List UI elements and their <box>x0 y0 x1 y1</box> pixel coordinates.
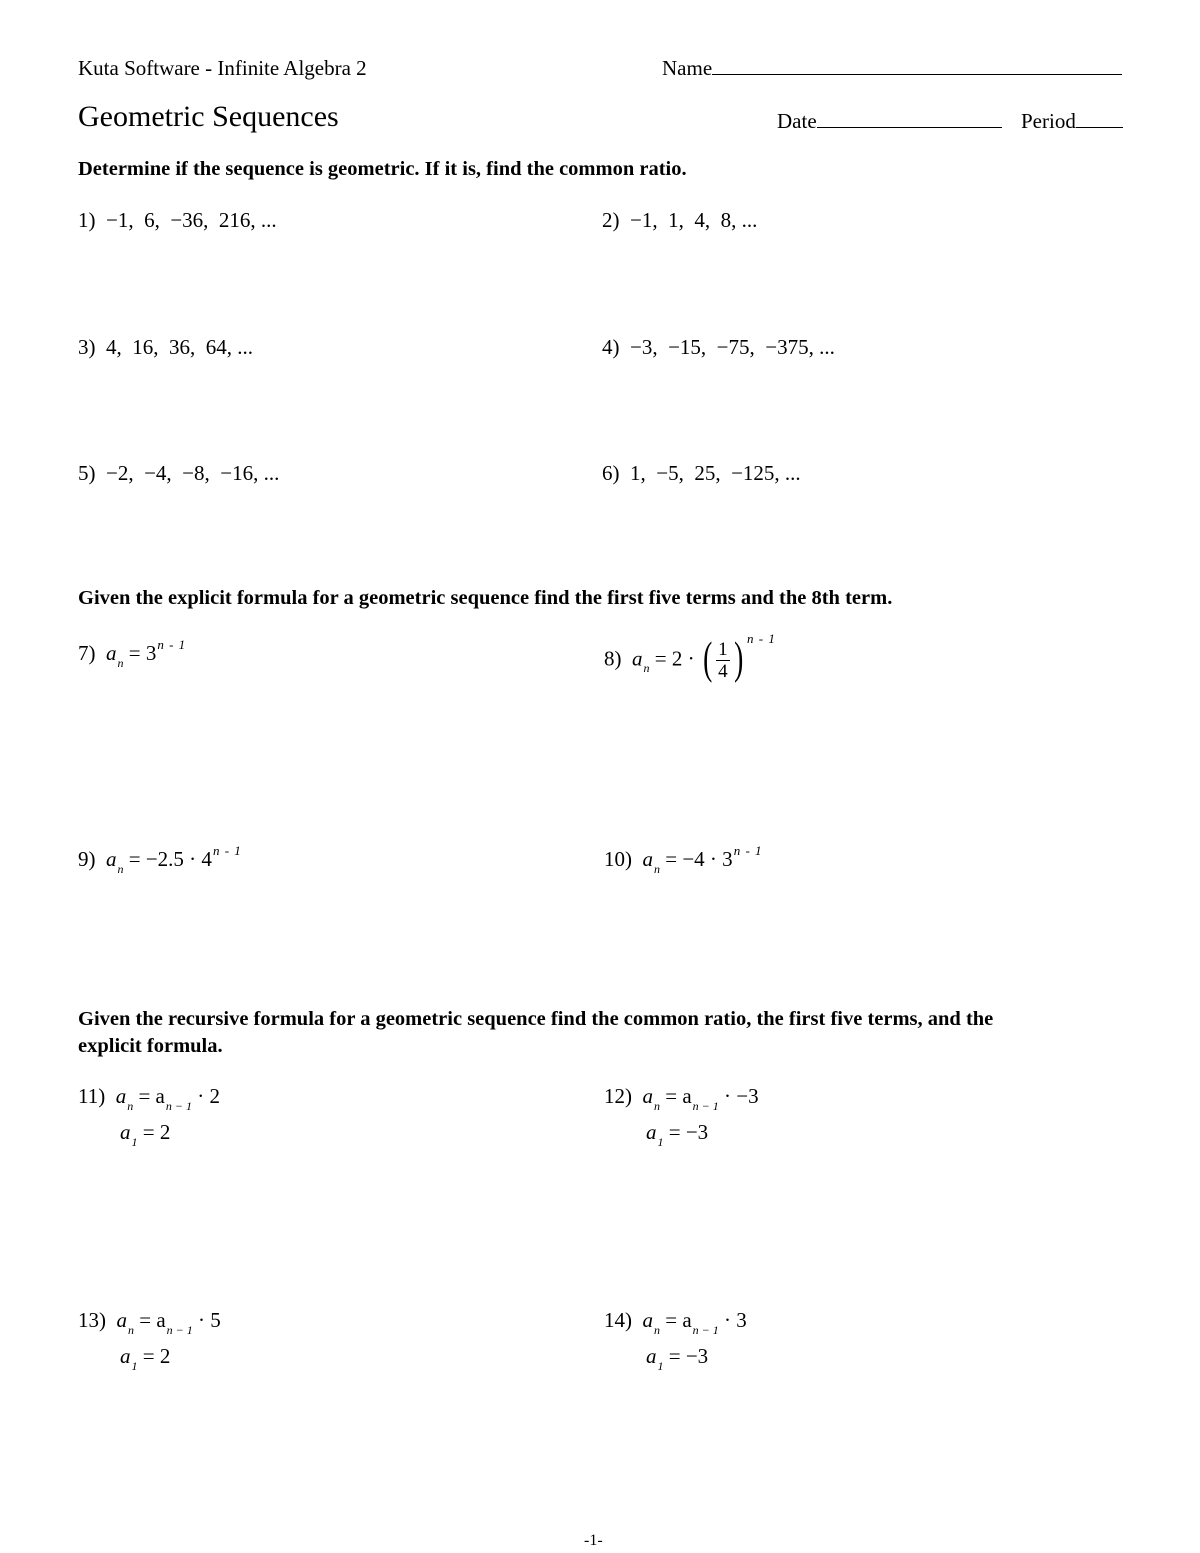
problem-14 <box>604 1308 747 1337</box>
problem-2 <box>602 208 757 233</box>
page-title: Geometric Sequences <box>78 100 339 133</box>
problem-7 <box>78 637 187 670</box>
problem-6 <box>602 461 801 486</box>
section-3-instruction-line-1: Given the recursive formula for a geometric sequence find the common ratio, the first five terms, and the <box>78 1008 994 1030</box>
formula-rhs: · 5 <box>198 1308 221 1332</box>
sequence: 4, 16, 36, 64, ... <box>106 335 253 359</box>
initial-var: a <box>646 1120 657 1144</box>
formula-eq: = a <box>665 1308 692 1332</box>
sequence: −1, 1, 4, 8, ... <box>630 208 758 232</box>
formula-sub: n <box>128 1323 134 1337</box>
fraction <box>716 640 730 681</box>
problem-number: 10) <box>604 847 632 871</box>
formula-var: a <box>632 646 643 671</box>
problem-number: 3) <box>78 335 96 359</box>
formula-var: a <box>115 1084 127 1108</box>
formula-sub-prev: n − 1 <box>166 1323 193 1337</box>
formula-sub: n <box>127 1099 134 1113</box>
fraction-numerator: 1 <box>718 639 728 660</box>
name-field[interactable] <box>662 56 1122 81</box>
initial-sub: 1 <box>131 1359 138 1373</box>
formula-sub-prev: n − 1 <box>692 1323 719 1337</box>
problem-14-initial <box>646 1344 709 1373</box>
problem-1 <box>78 208 277 233</box>
problem-number: 2) <box>602 208 620 232</box>
section-3-instruction-line-2: explicit formula. <box>78 1035 223 1057</box>
formula-exp: n - 1 <box>747 631 776 647</box>
problem-number: 13) <box>78 1308 106 1332</box>
initial-sub: 1 <box>657 1359 664 1373</box>
problem-number: 1) <box>78 208 96 232</box>
formula-rhs: · 3 <box>724 1308 747 1332</box>
date-label: Date <box>777 109 817 133</box>
right-paren: ) <box>733 632 743 683</box>
problem-number: 8) <box>604 646 622 671</box>
sequence: 1, −5, 25, −125, ... <box>630 461 801 485</box>
initial-rhs: = 2 <box>142 1120 171 1144</box>
problem-number: 4) <box>602 335 620 359</box>
initial-var: a <box>646 1344 657 1368</box>
problem-number: 6) <box>602 461 620 485</box>
problem-11-initial <box>120 1120 171 1149</box>
formula-sub: n <box>117 656 124 670</box>
sequence: −1, 6, −36, 216, ... <box>106 208 277 232</box>
formula-rhs: = 2 · <box>654 646 695 671</box>
formula-rhs: = 3 <box>128 641 157 665</box>
period-line[interactable] <box>1076 109 1123 128</box>
formula-sub: n <box>643 661 650 676</box>
formula-sub: n <box>654 1323 660 1337</box>
period-label: Period <box>1021 109 1076 133</box>
initial-sub: 1 <box>131 1135 138 1149</box>
period-field[interactable] <box>1021 109 1123 134</box>
page-number: -1- <box>584 1532 603 1549</box>
formula-var: a <box>642 847 653 871</box>
formula-rhs: · −3 <box>724 1084 759 1108</box>
date-field[interactable] <box>777 109 1002 134</box>
initial-var: a <box>120 1120 131 1144</box>
formula-var: a <box>642 1084 653 1108</box>
formula-sub: n <box>117 862 124 876</box>
problem-number: 14) <box>604 1308 632 1332</box>
formula-var: a <box>106 847 117 871</box>
problem-number: 12) <box>604 1084 632 1108</box>
initial-var: a <box>120 1344 131 1368</box>
formula-eq: = a <box>139 1308 166 1332</box>
problem-number: 11) <box>78 1084 106 1108</box>
sequence: −3, −15, −75, −375, ... <box>630 335 835 359</box>
formula-exp: n - 1 <box>157 637 187 652</box>
problem-10 <box>604 843 763 876</box>
formula-sub: n <box>654 1099 660 1113</box>
problem-number: 5) <box>78 461 96 485</box>
problem-9 <box>78 843 242 876</box>
name-label: Name <box>662 56 713 80</box>
problem-5 <box>78 461 279 486</box>
formula-exp: n - 1 <box>733 843 763 858</box>
initial-rhs: = 2 <box>142 1344 171 1368</box>
problem-11 <box>78 1084 220 1113</box>
problem-12 <box>604 1084 759 1113</box>
formula-exp: n - 1 <box>212 843 242 858</box>
formula-rhs: = −4 · 3 <box>665 847 733 871</box>
problem-8 <box>604 631 776 687</box>
initial-sub: 1 <box>657 1135 664 1149</box>
formula-rhs: · 2 <box>197 1084 220 1108</box>
problem-number: 9) <box>78 847 96 871</box>
formula-var: a <box>642 1308 653 1332</box>
sequence: −2, −4, −8, −16, ... <box>106 461 280 485</box>
initial-rhs: = −3 <box>668 1344 709 1368</box>
problem-4 <box>602 335 835 360</box>
problem-13-initial <box>120 1344 171 1373</box>
formula-rhs: = −2.5 · 4 <box>128 847 212 871</box>
problem-12-initial <box>646 1120 709 1149</box>
name-line[interactable] <box>712 56 1122 75</box>
fraction-denominator: 4 <box>718 661 728 682</box>
section-1-instruction: Determine if the sequence is geometric. If it is, find the common ratio. <box>78 158 687 180</box>
formula-sub-prev: n − 1 <box>165 1099 192 1113</box>
problem-13 <box>78 1308 221 1337</box>
date-line[interactable] <box>817 109 1002 128</box>
problem-3 <box>78 335 253 360</box>
section-2-instruction: Given the explicit formula for a geometric sequence find the first five terms and the 8th term. <box>78 587 893 609</box>
formula-eq: = a <box>665 1084 692 1108</box>
formula-eq: = a <box>138 1084 165 1108</box>
software-label: Kuta Software - Infinite Algebra 2 <box>78 56 367 80</box>
initial-rhs: = −3 <box>668 1120 709 1144</box>
formula-var: a <box>116 1308 127 1332</box>
left-paren: ( <box>702 632 713 683</box>
formula-sub-prev: n − 1 <box>692 1099 719 1113</box>
problem-number: 7) <box>78 641 96 665</box>
formula-sub: n <box>654 862 660 876</box>
formula-var: a <box>106 641 117 665</box>
